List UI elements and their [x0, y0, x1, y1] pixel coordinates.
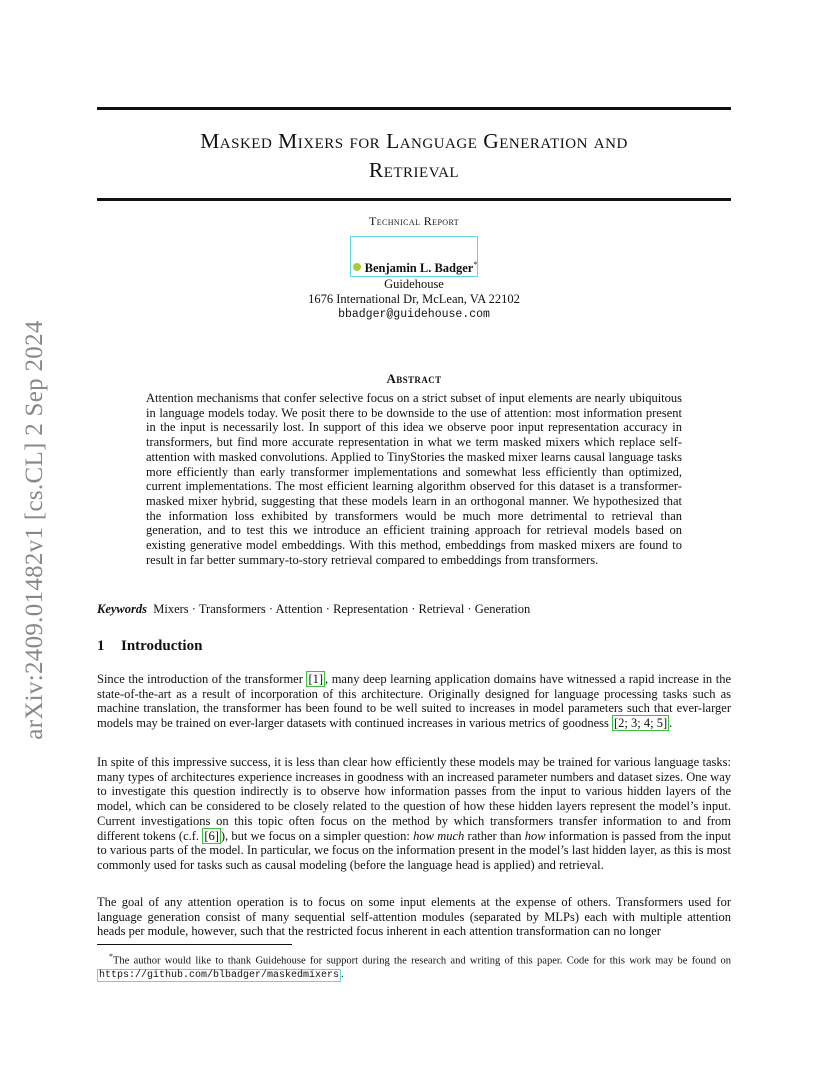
citation-link[interactable]: [1]: [308, 672, 324, 686]
arxiv-stamp-text: arXiv:2409.01482v1 [cs.CL] 2 Sep 2024: [21, 320, 48, 740]
section-number: 1: [97, 638, 105, 654]
keywords-label: Keywords: [97, 602, 147, 616]
paragraph-3: The goal of any attention operation is to focus on some input elements at the expense of others. Transformers used for language generation consist of many sequential self-attention modules (separated by MLPs) each with multiple attention heads per module, however, such that the restricted focus inherent in each attention transformation can no longer: [97, 895, 731, 939]
title-line-2: Retrieval: [368, 158, 460, 182]
arxiv-stamp: [20, 300, 50, 760]
code-url-link[interactable]: https://github.com/blbadger/maskedmixers: [99, 970, 340, 981]
footnote-rule: [97, 944, 292, 945]
author-affiliation: Guidehouse: [384, 277, 444, 292]
section-heading: [97, 638, 202, 655]
author-block: [97, 257, 731, 322]
paragraph-1: Since the introduction of the transformer [1] , many deep learning application domains have witnessed a rapid increase in the state-of-the-art as a result of incorporation of this architecture. Originally designed for language processing tasks such as machine translation, the transformer has been found to be well suited to increases in model parameters such that ever-larger models may be trained on ever-larger datasets with continued increases in various metrics of goodness [2; 3; 4; 5] .: [97, 672, 732, 731]
top-rule: [97, 107, 731, 110]
footnote: *The author would like to thank Guidehouse for support during the research and writing of this paper. Code for this work may be found on https://github.com/blbadger/maskedmixers .: [99, 952, 731, 981]
citation-link[interactable]: [6]: [204, 828, 219, 843]
section-title: Introduction: [121, 638, 203, 654]
abstract-text: Attention mechanisms that confer selective focus on a strict subset of input elements are nearly ubiquitous in language models today. We posit there to be downside to the use of attention: most information present in the input is necessarily lost. In support of this idea we observe poor input representation accuracy in transformers, but find more accurate representation in what we term masked mixers which replace self-attention with masked convolutions. Applied to TinyStories the masked mixer learns causal language tasks more efficiently than early transformer implementations and somewhat less efficiently than optimized, current implementations. The most efficient learning algorithm observed for this dataset is a transformer-masked mixer hybrid, suggesting that these models learn in an orthogonal manner. We hypothesized that the information loss exhibited by transformers would be much more detrimental to retrieval than generation, and to test this we introduce an efficient training approach for retrieval models based on existing generative model embeddings. With this method, embeddings from masked mixers are found to result in far better summary-to-story retrieval compared to embeddings from transformers.: [146, 391, 682, 567]
orcid-icon[interactable]: [353, 263, 361, 271]
title-line-1: Masked Mixers for Language Generation and: [200, 129, 628, 153]
author-footnote-mark[interactable]: *: [473, 260, 478, 269]
author-address: 1676 International Dr, McLean, VA 22102: [308, 292, 520, 307]
paragraph-2: In spite of this impressive success, it is less than clear how efficiently these models may be trained for various language tasks: many types of architectures experience increases in goodness with an increased parameter numbers and dataset sizes. One way to investigate this question indirectly is to observe how information passes from the input to various hidden layers of the model, which can be considered to be closely related to the question of how these hidden layers represent the model’s input. Current investigations on this topic often focus on the method by which transformers transfer information to and from different tokens (c.f. [6] ), but we focus on a simpler question: how much rather than how information is passed from the input to various parts of the model. In particular, we focus on the information present in the model’s last hidden layer, as this is most commonly used for tasks such as causal modeling (before the language head is applied) and retrieval.: [97, 755, 731, 872]
report-type: Technical Report: [368, 214, 460, 228]
abstract-heading: Abstract: [386, 371, 442, 386]
keywords-line: [97, 602, 731, 617]
author-email[interactable]: bbadger@guidehouse.com: [338, 308, 490, 322]
author-link[interactable]: [350, 236, 479, 277]
author-name: Benjamin L. Badger: [364, 261, 474, 276]
keywords-text: Mixers · Transformers · Attention · Representation · Retrieval · Generation: [153, 602, 531, 616]
footnote-mark: *: [109, 952, 113, 961]
paper-title: [97, 127, 731, 185]
citation-link[interactable]: [2; 3; 4; 5]: [614, 716, 668, 731]
title-bottom-rule: [97, 198, 731, 201]
